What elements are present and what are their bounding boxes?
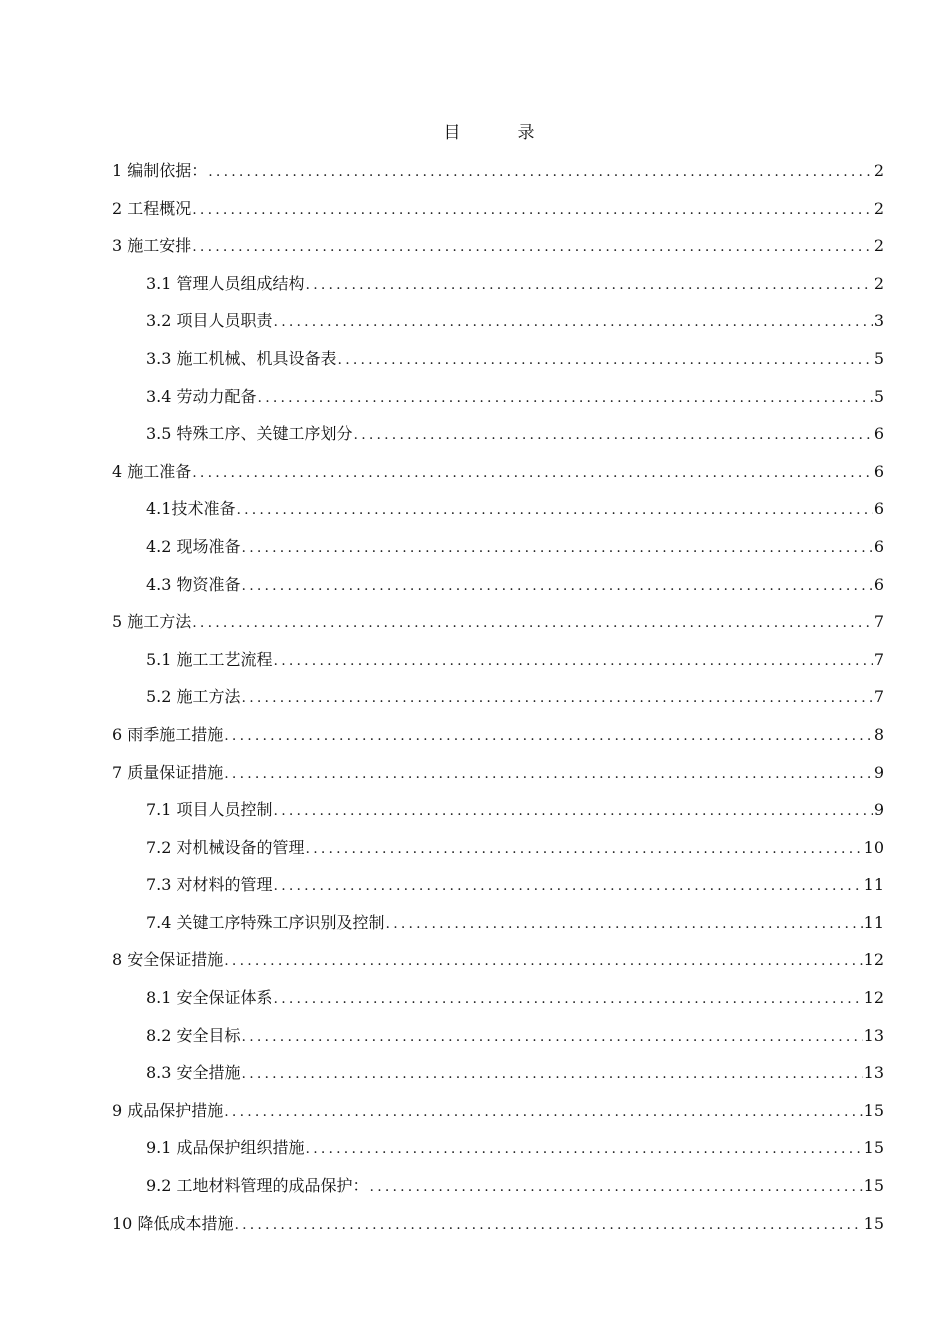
toc-subentry[interactable] xyxy=(112,1054,884,1092)
toc-entry-label: 10 降低成本措施 xyxy=(112,1213,234,1233)
dot-leader xyxy=(192,192,873,230)
dot-leader xyxy=(306,1131,863,1169)
toc-entry-page-number: 11 xyxy=(863,912,884,932)
toc-entry-page-number: 7 xyxy=(873,612,884,632)
dot-leader xyxy=(354,417,873,455)
toc-entry[interactable] xyxy=(112,716,884,754)
toc-subentry[interactable] xyxy=(112,490,884,528)
toc-entry[interactable] xyxy=(112,1205,884,1243)
toc-entry-label: 9.1 成品保护组织措施 xyxy=(146,1138,305,1158)
toc-entry-page-number: 13 xyxy=(863,1063,884,1083)
dot-leader xyxy=(192,455,873,493)
dot-leader xyxy=(224,756,873,794)
toc-subentry[interactable] xyxy=(112,340,884,378)
toc-entry-page-number: 15 xyxy=(863,1176,884,1196)
toc-subentry[interactable] xyxy=(112,378,884,416)
toc-subentry[interactable] xyxy=(112,265,884,303)
toc-subentry[interactable] xyxy=(112,1017,884,1055)
dot-leader xyxy=(258,380,873,418)
dot-leader xyxy=(234,1207,862,1245)
toc-subentry[interactable] xyxy=(112,641,884,679)
dot-leader xyxy=(242,530,873,568)
toc-subentry[interactable] xyxy=(112,829,884,867)
toc-entry-page-number: 9 xyxy=(873,762,884,782)
toc-entry-label: 3.1 管理人员组成结构 xyxy=(146,273,305,293)
dot-leader xyxy=(242,1056,863,1094)
toc-entry-page-number: 15 xyxy=(863,1100,884,1120)
toc-entry-label: 7.1 项目人员控制 xyxy=(146,800,273,820)
toc-entry-label: 3.4 劳动力配备 xyxy=(146,386,257,406)
toc-title: 目 录 xyxy=(443,123,555,143)
dot-leader xyxy=(224,1094,862,1132)
dot-leader xyxy=(274,304,873,342)
dot-leader xyxy=(192,605,873,643)
toc-entry-label: 4.2 现场准备 xyxy=(146,536,241,556)
toc-entry-page-number: 7 xyxy=(873,649,884,669)
dot-leader xyxy=(192,229,873,267)
dot-leader xyxy=(236,492,872,530)
toc-subentry[interactable] xyxy=(112,866,884,904)
dot-leader xyxy=(338,342,873,380)
toc-entry-page-number: 15 xyxy=(863,1213,884,1233)
toc-entry-page-number: 12 xyxy=(863,988,884,1008)
toc-entry-label: 4.1技术准备 xyxy=(146,499,236,519)
toc-entry-label: 7.2 对机械设备的管理 xyxy=(146,837,305,857)
toc-entry-page-number: 2 xyxy=(873,198,884,218)
toc-entry-page-number: 15 xyxy=(863,1138,884,1158)
toc-entry-page-number: 2 xyxy=(873,273,884,293)
dot-leader xyxy=(242,1019,863,1057)
dot-leader xyxy=(306,267,873,305)
toc-entry-label: 3.2 项目人员职责 xyxy=(146,311,273,331)
dot-leader xyxy=(274,643,873,681)
dot-leader xyxy=(306,831,863,869)
toc-entry[interactable] xyxy=(112,152,884,190)
toc-entry-label: 8.1 安全保证体系 xyxy=(146,988,273,1008)
toc-list xyxy=(112,152,884,1242)
toc-entry-page-number: 11 xyxy=(863,875,884,895)
dot-leader xyxy=(370,1169,863,1207)
toc-entry[interactable] xyxy=(112,190,884,228)
toc-entry-page-number: 12 xyxy=(863,950,884,970)
dot-leader xyxy=(274,793,873,831)
toc-subentry[interactable] xyxy=(112,791,884,829)
toc-entry-label: 8.2 安全目标 xyxy=(146,1025,241,1045)
toc-subentry[interactable] xyxy=(112,566,884,604)
toc-entry-label: 7.3 对材料的管理 xyxy=(146,875,273,895)
toc-entry-page-number: 5 xyxy=(873,386,884,406)
toc-entry-page-number: 6 xyxy=(873,574,884,594)
toc-entry-label: 7 质量保证措施 xyxy=(112,762,224,782)
toc-entry-page-number: 9 xyxy=(873,800,884,820)
toc-entry-page-number: 3 xyxy=(873,311,884,331)
toc-entry-page-number: 6 xyxy=(873,536,884,556)
toc-entry-label: 3.3 施工机械、机具设备表 xyxy=(146,348,337,368)
toc-entry-page-number: 6 xyxy=(873,499,884,519)
toc-entry-label: 5.2 施工方法 xyxy=(146,687,241,707)
toc-entry-page-number: 6 xyxy=(873,461,884,481)
toc-entry-label: 6 雨季施工措施 xyxy=(112,724,224,744)
toc-entry-label: 3 施工安排 xyxy=(112,236,192,256)
dot-leader xyxy=(242,680,873,718)
toc-entry-page-number: 8 xyxy=(873,724,884,744)
toc-entry-page-number: 6 xyxy=(873,424,884,444)
toc-subentry[interactable] xyxy=(112,1129,884,1167)
toc-entry-page-number: 2 xyxy=(873,236,884,256)
toc-entry-label: 7.4 关键工序特殊工序识别及控制 xyxy=(146,912,385,932)
toc-entry-label: 8 安全保证措施 xyxy=(112,950,224,970)
toc-entry-label: 8.3 安全措施 xyxy=(146,1063,241,1083)
toc-entry-label: 5 施工方法 xyxy=(112,612,192,632)
toc-entry-label: 2 工程概况 xyxy=(112,198,192,218)
dot-leader xyxy=(274,981,863,1019)
toc-entry[interactable] xyxy=(112,1092,884,1130)
toc-subentry[interactable] xyxy=(112,979,884,1017)
dot-leader xyxy=(386,906,863,944)
toc-entry[interactable] xyxy=(112,754,884,792)
toc-entry-label: 4.3 物资准备 xyxy=(146,574,241,594)
toc-subentry[interactable] xyxy=(112,302,884,340)
toc-entry[interactable] xyxy=(112,603,884,641)
toc-entry-label: 9 成品保护措施 xyxy=(112,1100,224,1120)
toc-entry[interactable] xyxy=(112,941,884,979)
toc-subentry[interactable] xyxy=(112,678,884,716)
dot-leader xyxy=(224,718,873,756)
toc-entry-label: 4 施工准备 xyxy=(112,461,192,481)
dot-leader xyxy=(274,868,863,906)
toc-entry-label: 3.5 特殊工序、关键工序划分 xyxy=(146,424,353,444)
toc-entry-label: 1 编制依据： xyxy=(112,161,208,180)
toc-entry-label: 5.1 施工工艺流程 xyxy=(146,649,273,669)
toc-entry[interactable] xyxy=(112,227,884,265)
toc-entry-page-number: 7 xyxy=(873,687,884,707)
toc-entry-label: 9.2 工地材料管理的成品保护： xyxy=(146,1176,369,1196)
toc-subentry[interactable] xyxy=(112,528,884,566)
toc-entry-page-number: 2 xyxy=(873,161,884,180)
toc-entry-page-number: 10 xyxy=(863,837,884,857)
toc-entry[interactable] xyxy=(112,453,884,491)
toc-entry-page-number: 5 xyxy=(873,348,884,368)
toc-subentry[interactable] xyxy=(112,904,884,942)
toc-subentry[interactable] xyxy=(112,415,884,453)
dot-leader xyxy=(208,154,873,192)
dot-leader xyxy=(224,943,862,981)
toc-subentry[interactable] xyxy=(112,1167,884,1205)
toc-entry-page-number: 13 xyxy=(863,1025,884,1045)
dot-leader xyxy=(242,568,873,606)
